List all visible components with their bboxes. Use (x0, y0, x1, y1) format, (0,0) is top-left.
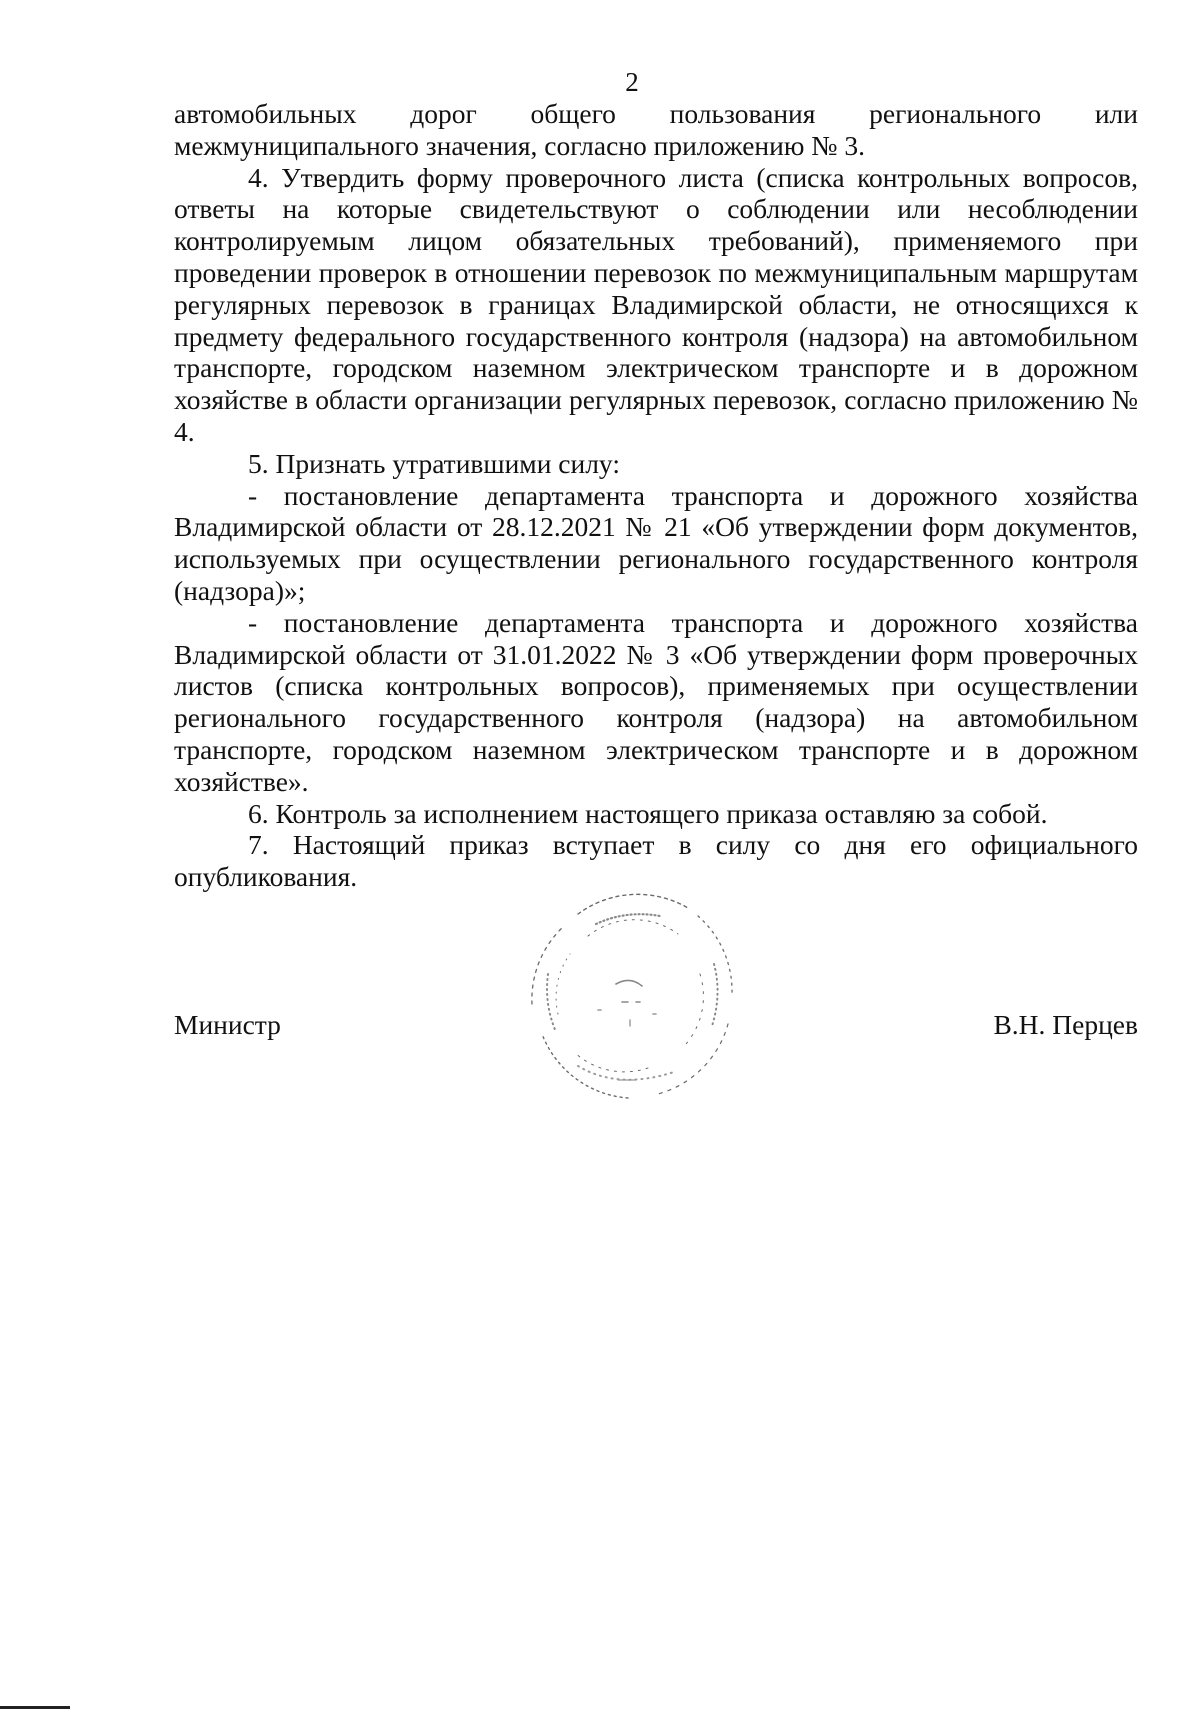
paragraph-item-6: 6. Контроль за исполнением настоящего приказа оставляю за собой. (248, 797, 1048, 829)
paragraph-item-4: 4. Утвердить форму проверочного листа (списка контрольных вопросов, ответы на которые свидетельствуют о соблюдении или несоблюдении контролируемым лицом обязательных требований), применяемого при проведении проверок в отношении перевозок по межмуниципальным маршрутам регулярных перевозок в границах Владимирской области, не относящихся к предмету федерального государственного контроля (надзора) на автомобильном транспорте, городском наземном электрическом транспорте и в дорожном хозяйстве в области организации регулярных перевозок, согласно приложению № 4. (174, 161, 1138, 447)
page-number: 2 (625, 67, 639, 97)
paragraph-item-7: 7. Настоящий приказ вступает в силу со дня его официального опубликования. (174, 829, 1138, 893)
paragraph-item-5-b: - постановление департамента транспорта и дорожного хозяйства Владимирской области от 31.01.2022 № 3 «Об утверждении форм проверочных листов (списка контрольных вопросов), применяемых при осуществлении регионального государственного контроля (надзора) на автомобильном транспорте, городском наземном электрическом транспорте и в дорожном хозяйстве». (174, 606, 1138, 797)
paragraph-item-5: 5. Признать утратившими силу: (248, 447, 620, 479)
scan-edge-mark (0, 1706, 70, 1709)
signature-block (174, 1009, 1138, 1045)
paragraph-continuation: автомобильных дорог общего пользования регионального или межмуниципального значения, согласно приложению № 3. (174, 98, 1138, 161)
signatory-name: В.Н. Перцев (993, 1009, 1138, 1040)
signatory-position: Министр (174, 1009, 281, 1040)
document-body (174, 98, 1138, 893)
paragraph-item-5-a: - постановление департамента транспорта и дорожного хозяйства Владимирской области от 28.12.2021 № 21 «Об утверждении форм документов, используемых при осуществлении регионального государственного контроля (надзора)»; (174, 479, 1138, 606)
official-seal (518, 884, 742, 1106)
